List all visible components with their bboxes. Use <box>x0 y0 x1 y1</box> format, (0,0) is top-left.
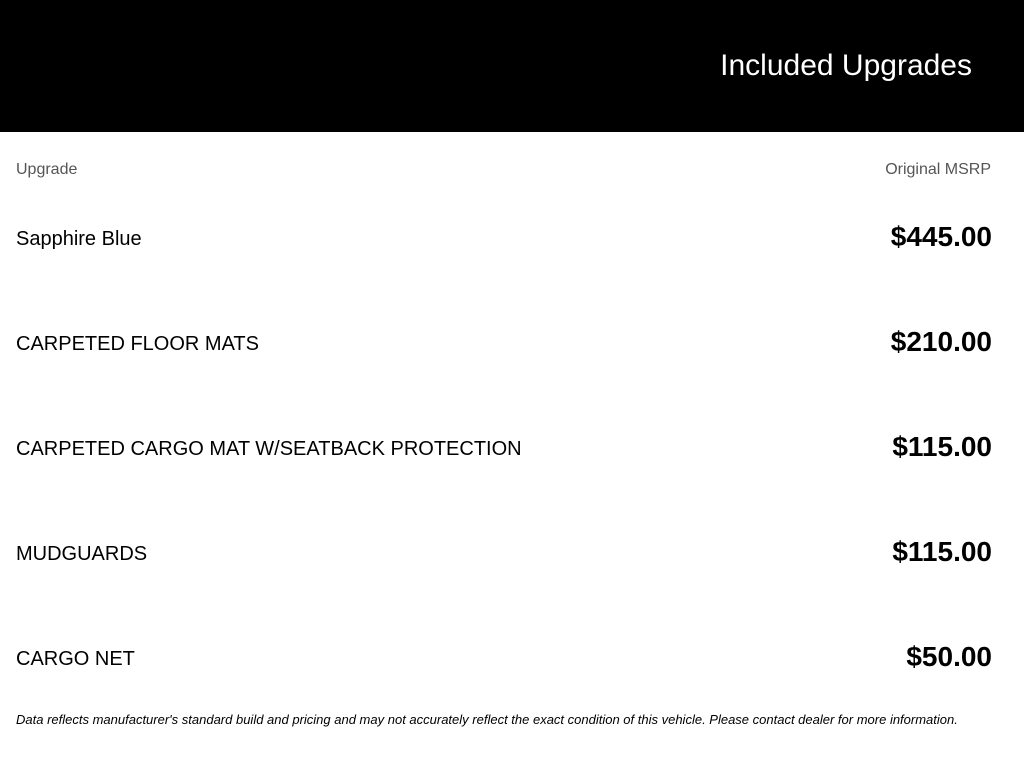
header-banner <box>0 0 1024 132</box>
upgrade-price: $115.00 <box>892 536 992 567</box>
upgrade-price: $445.00 <box>890 221 992 252</box>
page-title: Included Upgrades <box>720 49 972 82</box>
upgrade-row <box>0 640 1024 676</box>
upgrade-row <box>0 220 1024 256</box>
upgrade-name: MUDGUARDS <box>16 543 148 565</box>
column-header-original-msrp: Original MSRP <box>885 161 991 178</box>
upgrade-name: Sapphire Blue <box>16 228 142 250</box>
upgrade-row <box>0 325 1024 361</box>
upgrade-name: CARGO NET <box>16 648 135 670</box>
upgrade-price: $210.00 <box>890 326 992 357</box>
upgrade-price: $50.00 <box>906 641 992 672</box>
upgrade-row <box>0 430 1024 466</box>
disclaimer-text: Data reflects manufacturer's standard build and pricing and may not accurately reflect the exact condition of this vehicle. Please contact dealer for more information. <box>16 712 958 727</box>
column-header-upgrade: Upgrade <box>16 161 78 178</box>
upgrade-price: $115.00 <box>892 431 992 462</box>
upgrade-name: CARPETED CARGO MAT W/SEATBACK PROTECTION <box>16 438 522 460</box>
upgrade-row <box>0 535 1024 571</box>
upgrade-name: CARPETED FLOOR MATS <box>16 333 259 355</box>
